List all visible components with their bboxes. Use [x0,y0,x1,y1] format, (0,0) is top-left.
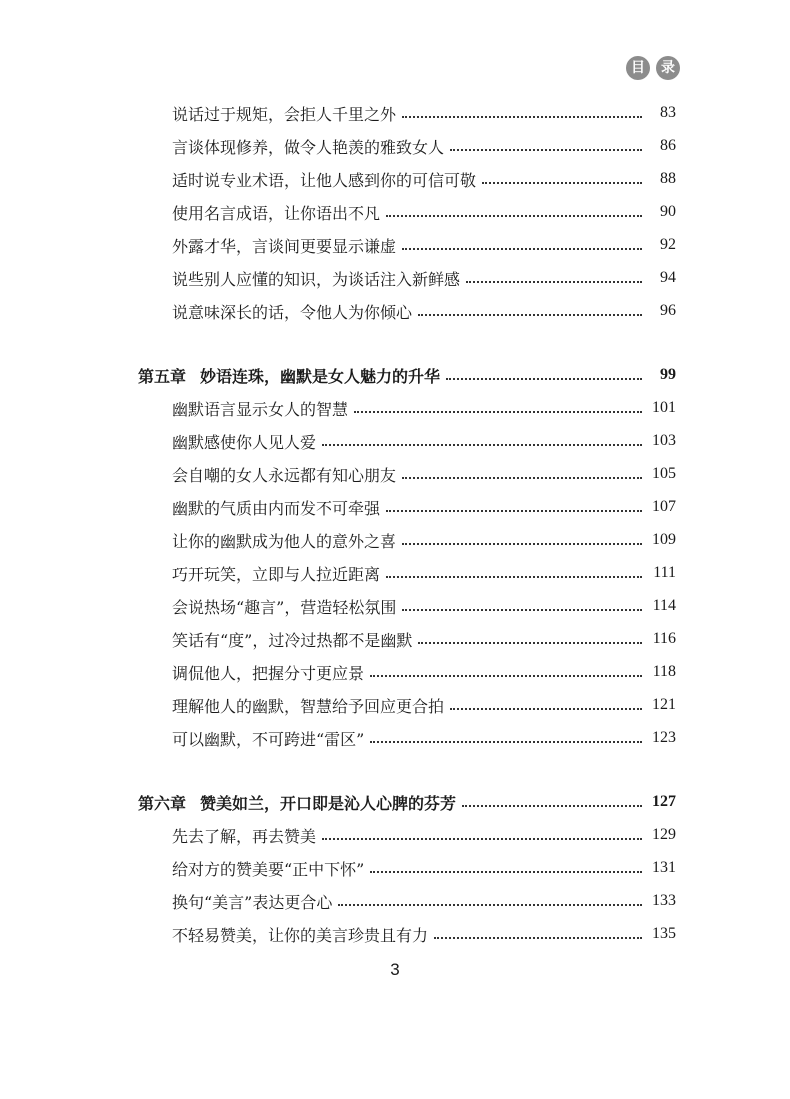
leader-dots [402,248,642,250]
entry-title: 先去了解，再去赞美 [172,826,317,846]
leader-dots [418,314,642,316]
page-ref: 90 [660,203,676,220]
leader-dots [482,182,642,184]
entry-title: 调侃他人，把握分寸更应景 [172,663,365,683]
page-ref: 105 [652,465,676,482]
page-ref: 96 [660,302,676,319]
toc-entry-row [0,296,790,326]
page-ref: 83 [660,104,676,121]
page-ref: 99 [660,366,676,383]
entry-title: 不轻易赞美，让你的美言珍贵且有力 [172,925,429,945]
leader-dots [418,642,642,644]
leader-dots [446,378,642,380]
toc-entry-row [0,393,790,423]
toc-entry-row [0,230,790,260]
chapter-number: 第五章 [138,366,187,386]
leader-dots [370,675,642,677]
toc-entry-row [0,98,790,128]
toc-entry-row [0,525,790,555]
page-ref: 135 [652,925,676,942]
page-ref: 107 [652,498,676,515]
page-ref: 103 [652,432,676,449]
toc-entry-row [0,657,790,687]
entry-title: 说话过于规矩，会拒人千里之外 [172,104,397,124]
leader-dots [450,149,642,151]
leader-dots [402,477,642,479]
leader-dots [402,116,642,118]
page-ref: 121 [652,696,676,713]
page-ref: 111 [653,564,676,581]
toc-entry-row [0,853,790,883]
toc-entry-row [0,591,790,621]
leader-dots [434,937,642,939]
toc-entry-row [0,459,790,489]
entry-title: 幽默感使你人见人爱 [172,432,317,452]
entry-title: 会自嘲的女人永远都有知心朋友 [172,465,397,485]
entry-title: 言谈体现修养，做令人艳羡的雅致女人 [172,137,445,157]
page-ref: 101 [652,399,676,416]
page-ref: 109 [652,531,676,548]
toc-entry-row [0,426,790,456]
page-ref: 131 [652,859,676,876]
page-ref: 123 [652,729,676,746]
toc-entry-row [0,492,790,522]
page-ref: 86 [660,137,676,154]
page-ref: 127 [652,793,676,810]
toc-chapter-row [0,360,790,390]
page-ref: 118 [652,663,676,680]
page-ref: 88 [660,170,676,187]
leader-dots [402,609,642,611]
toc-entry-row [0,131,790,161]
toc-entry-row [0,263,790,293]
entry-title: 换句“美言”表达更合心 [172,892,333,912]
header-char-lu: 录 [656,56,680,80]
entry-title: 说意味深长的话，令他人为你倾心 [172,302,413,322]
section-header [626,56,680,80]
toc-entry-row [0,723,790,753]
header-char-mu: 目 [626,56,650,80]
chapter-title: 妙语连珠，幽默是女人魅力的升华 [200,366,441,386]
page-ref: 114 [652,597,676,614]
toc-entry-row [0,886,790,916]
toc-chapter-row [0,787,790,817]
entry-title: 说些别人应懂的知识，为谈话注入新鲜感 [172,269,461,289]
entry-title: 巧开玩笑，立即与人拉近距离 [172,564,381,584]
leader-dots [386,510,642,512]
leader-dots [462,805,642,807]
leader-dots [466,281,642,283]
toc-entry-row [0,690,790,720]
leader-dots [370,871,642,873]
entry-title: 理解他人的幽默，智慧给予回应更合拍 [172,696,445,716]
toc-entry-row [0,624,790,654]
entry-title: 使用名言成语，让你语出不凡 [172,203,381,223]
leader-dots [402,543,642,545]
leader-dots [450,708,642,710]
leader-dots [354,411,642,413]
entry-title: 给对方的赞美要“正中下怀” [172,859,365,879]
entry-title: 让你的幽默成为他人的意外之喜 [172,531,397,551]
entry-title: 外露才华，言谈间更要显示谦虚 [172,236,397,256]
toc-entry-row [0,820,790,850]
page-ref: 116 [652,630,676,647]
entry-title: 会说热场“趣言”，营造轻松氛围 [172,597,397,617]
toc-entry-row [0,164,790,194]
leader-dots [370,741,642,743]
page-ref: 94 [660,269,676,286]
leader-dots [322,838,642,840]
leader-dots [386,576,642,578]
toc-entry-row [0,919,790,949]
toc-entry-row [0,197,790,227]
entry-title: 幽默语言显示女人的智慧 [172,399,349,419]
leader-dots [338,904,642,906]
chapter-title: 赞美如兰，开口即是沁人心脾的芬芳 [200,793,457,813]
page-number: 3 [390,960,400,979]
entry-title: 笑话有“度”，过冷过热都不是幽默 [172,630,413,650]
toc-entry-row [0,558,790,588]
page-ref: 133 [652,892,676,909]
entry-title: 适时说专业术语，让他人感到你的可信可敬 [172,170,477,190]
entry-title: 可以幽默，不可跨进“雷区” [172,729,365,749]
leader-dots [322,444,642,446]
entry-title: 幽默的气质由内而发不可牵强 [172,498,381,518]
page-ref: 92 [660,236,676,253]
chapter-number: 第六章 [138,793,187,813]
page-ref: 129 [652,826,676,843]
leader-dots [386,215,642,217]
